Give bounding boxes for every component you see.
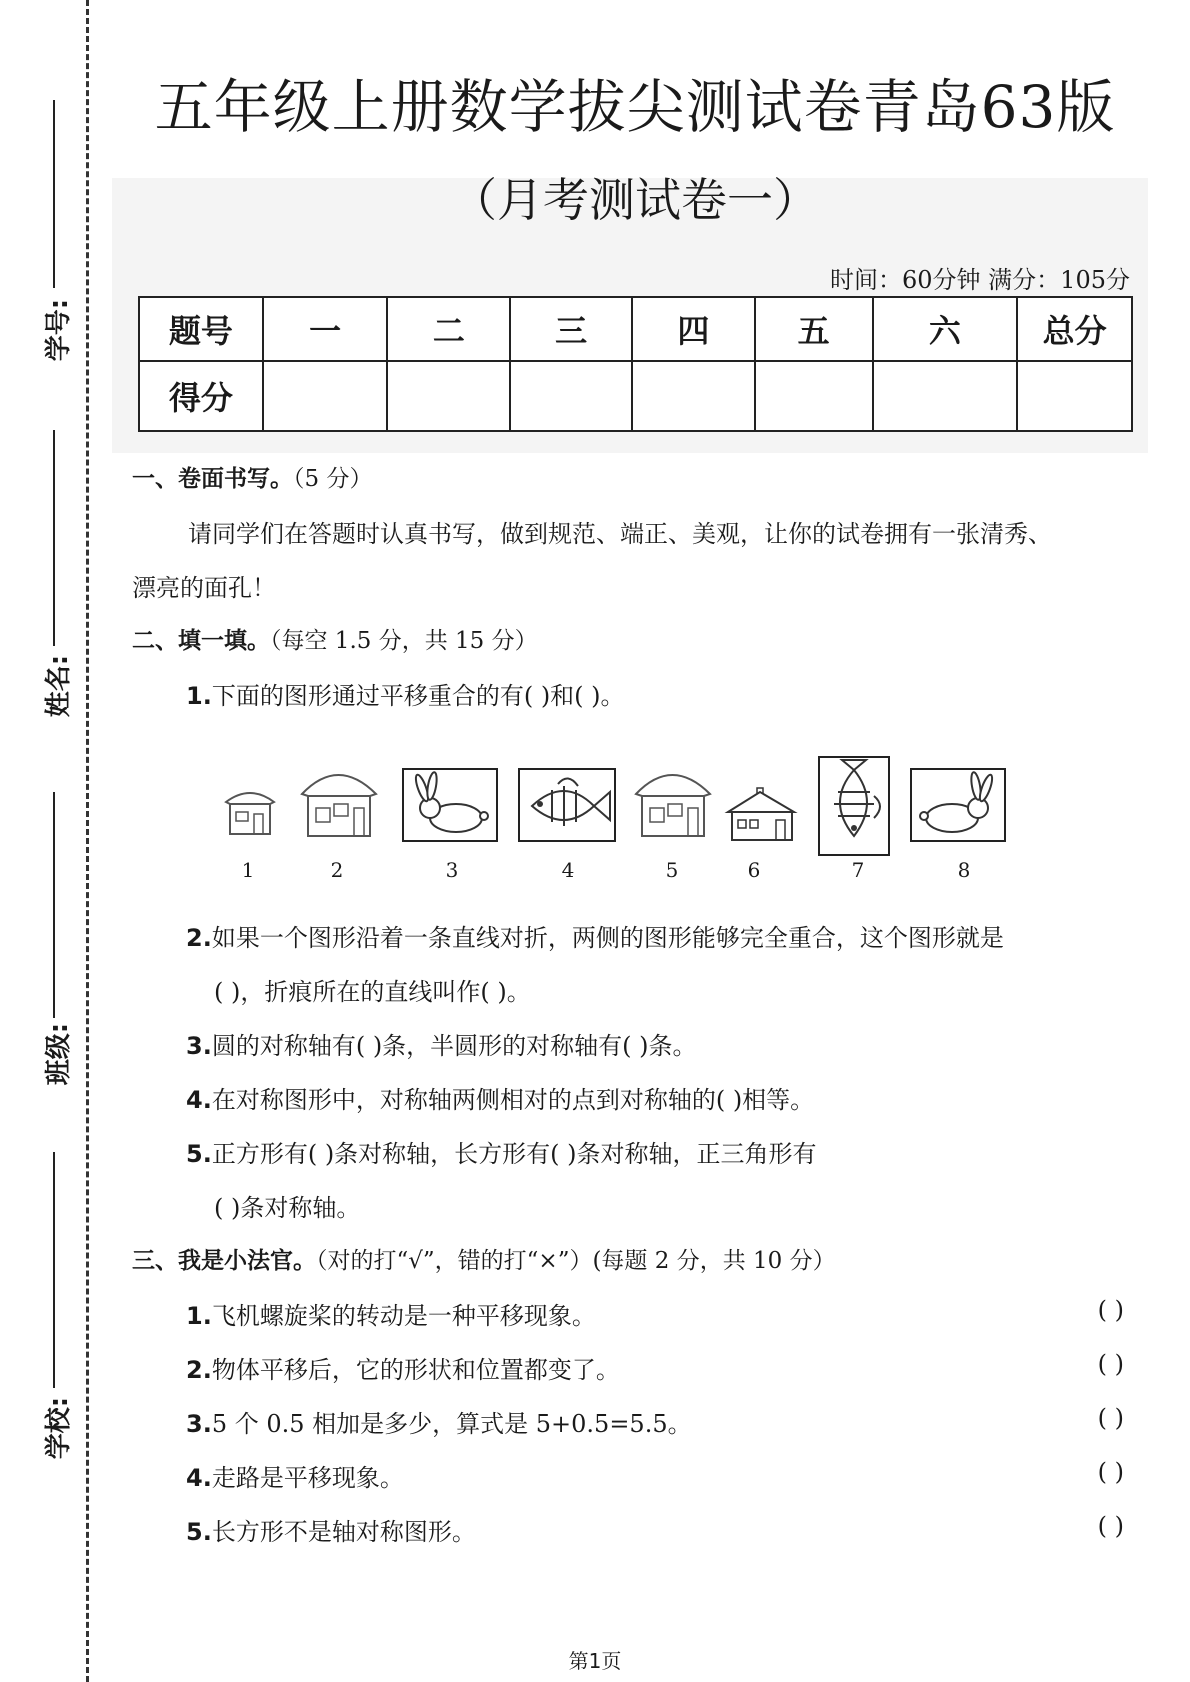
section3-item-5 [186, 1512, 476, 1547]
section3-title: 三、我是小法官。 [132, 1248, 316, 1274]
q-number: 2. [186, 1356, 212, 1384]
class-line [53, 792, 55, 1018]
answer-blank[interactable]: ( ) [1097, 1458, 1124, 1486]
page-number: 第1页 [568, 1649, 622, 1673]
figure-label-4: 4 [561, 858, 575, 882]
section1-score: （5 分） [293, 466, 373, 492]
section2-q2-line1 [186, 918, 1004, 953]
figure-label-7: 7 [851, 858, 865, 882]
school-label: 学校: [43, 1396, 74, 1460]
figure-label-5: 5 [665, 858, 679, 882]
section2-title: 二、填一填。 [132, 628, 270, 654]
section2-q3 [186, 1026, 697, 1061]
rabbit-figure-3 [402, 768, 498, 842]
section1-title: 一、卷面书写。 [132, 466, 293, 492]
section2-heading [132, 622, 538, 655]
section3-item-1 [186, 1296, 596, 1331]
score-cell[interactable] [755, 361, 873, 431]
q1-text: 下面的图形通过平移重合的有( )和( )。 [211, 682, 625, 710]
section3-item-4 [186, 1458, 404, 1493]
score-header-cell: 一 [263, 297, 388, 361]
school-line [53, 1152, 55, 1388]
score-header-cell: 三 [510, 297, 632, 361]
section2-q2-line2: ( )，折痕所在的直线叫作( )。 [214, 978, 531, 1006]
section2-q1 [186, 676, 625, 711]
answer-blank[interactable]: ( ) [1097, 1512, 1124, 1540]
score-table-score-row [139, 361, 1132, 431]
answer-blank[interactable]: ( ) [1097, 1296, 1124, 1324]
answer-blank[interactable]: ( ) [1097, 1350, 1124, 1378]
section3-item-3 [186, 1404, 692, 1439]
score-header-cell: 四 [632, 297, 755, 361]
q-number: 3. [186, 1032, 212, 1060]
judge-text: 飞机螺旋桨的转动是一种平移现象。 [211, 1302, 596, 1330]
q3-text: 圆的对称轴有( )条，半圆形的对称轴有( )条。 [211, 1032, 697, 1060]
score-cell[interactable] [1017, 361, 1132, 431]
student-id-label: 学号: [43, 298, 74, 362]
score-cell[interactable] [632, 361, 755, 431]
student-id-line [53, 100, 55, 288]
section2-score: （每空 1.5 分，共 15 分） [270, 628, 538, 654]
judge-text: 物体平移后，它的形状和位置都变了。 [211, 1356, 620, 1384]
binding-dashed-line [86, 0, 89, 1682]
house-figure-2 [298, 758, 380, 840]
page-title: 五年级上册数学拔尖测试卷青岛63版 [154, 73, 1116, 141]
q-number: 4. [186, 1086, 212, 1114]
small-house-figure-1 [222, 782, 278, 838]
house-figure-5 [632, 758, 714, 840]
score-table-header-row [139, 297, 1132, 361]
class-label: 班级: [43, 1022, 74, 1086]
figure-label-1: 1 [241, 858, 255, 882]
section1-heading [132, 460, 372, 493]
judge-text: 长方形不是轴对称图形。 [211, 1518, 476, 1546]
time-score-info: 时间：60分钟 满分：105分 [830, 266, 1130, 294]
score-header-cell: 二 [387, 297, 510, 361]
section3-item-2 [186, 1350, 620, 1385]
q5-text-line1: 正方形有( )条对称轴，长方形有( )条对称轴，正三角形有 [211, 1140, 817, 1168]
score-cell[interactable] [873, 361, 1018, 431]
q4-text: 在对称图形中，对称轴两侧相对的点到对称轴的( )相等。 [211, 1086, 815, 1114]
section1-text-line1: 请同学们在答题时认真书写，做到规范、端正、美观，让你的试卷拥有一张清秀、 [188, 520, 1052, 548]
q2-text-line1: 如果一个图形沿着一条直线对折，两侧的图形能够完全重合，这个图形就是 [211, 924, 1004, 952]
q-number: 5. [186, 1518, 212, 1546]
section2-q5-line1 [186, 1134, 817, 1169]
q-number: 4. [186, 1464, 212, 1492]
section1-text-line2: 漂亮的面孔！ [132, 574, 276, 602]
q-number: 2. [186, 924, 212, 952]
judge-text: 走路是平移现象。 [211, 1464, 404, 1492]
name-label: 姓名: [43, 654, 74, 718]
q-number: 1. [186, 1302, 212, 1330]
figure-label-2: 2 [330, 858, 344, 882]
score-cell[interactable] [263, 361, 388, 431]
score-table [138, 296, 1133, 432]
figure-label-3: 3 [445, 858, 459, 882]
q-number: 5. [186, 1140, 212, 1168]
rotated-fish-figure-7 [818, 756, 890, 856]
name-line [53, 430, 55, 646]
fish-figure-4 [518, 768, 616, 842]
section2-q4 [186, 1080, 814, 1115]
score-cell[interactable] [387, 361, 510, 431]
judge-text: 5 个 0.5 相加是多少，算式是 5+0.5=5.5。 [211, 1410, 692, 1438]
score-row-label: 得分 [139, 361, 263, 431]
q-number: 1. [186, 682, 212, 710]
figure-label-6: 6 [747, 858, 761, 882]
rabbit-figure-8 [910, 768, 1006, 842]
score-cell[interactable] [510, 361, 632, 431]
score-header-cell: 六 [873, 297, 1018, 361]
section3-score: （对的打“√”，错的打“×”）(每题 2 分，共 10 分） [316, 1248, 836, 1274]
section3-heading [132, 1242, 836, 1275]
section2-q5-line2: ( )条对称轴。 [214, 1194, 361, 1222]
score-header-cell: 题号 [139, 297, 263, 361]
score-header-cell: 五 [755, 297, 873, 361]
answer-blank[interactable]: ( ) [1097, 1404, 1124, 1432]
figure-label-8: 8 [957, 858, 971, 882]
page-subtitle: （月考测试卷一） [451, 173, 819, 227]
pointed-house-figure-6 [724, 786, 798, 842]
q-number: 3. [186, 1410, 212, 1438]
score-header-cell: 总分 [1017, 297, 1132, 361]
